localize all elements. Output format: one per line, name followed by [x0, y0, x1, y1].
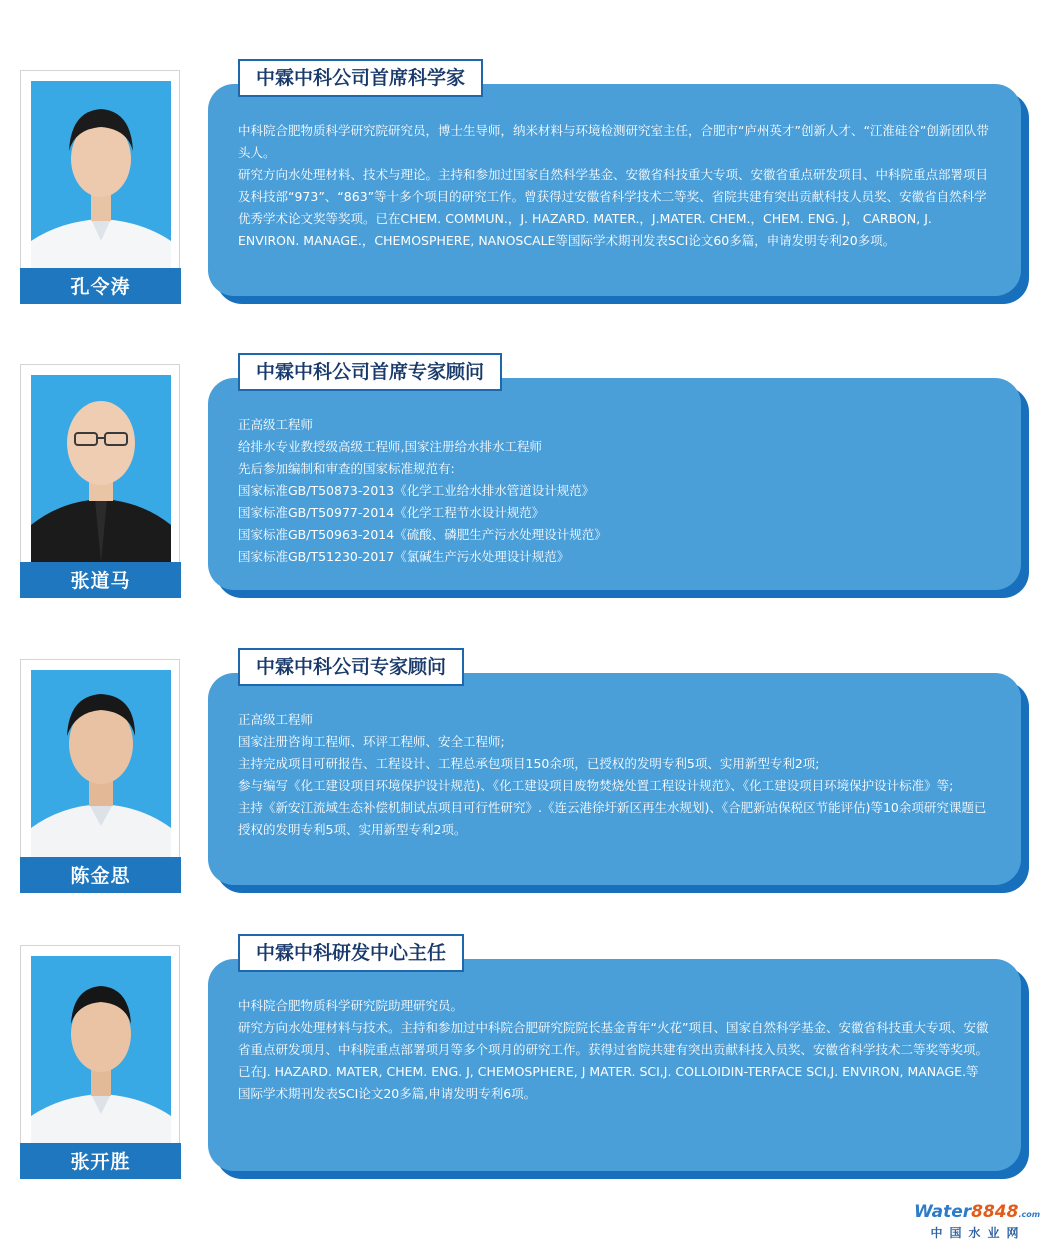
bio-paragraph: 研究方向水处理材料与技术。主持和参加过中科院合肥研究院院长基金青年“火花”项目、国家自然科学基金、安徽省科技重大专项、安徽省重点研发项月、中科院重点部署项月等多个项月的研究工作。获得过省院共建有突出贡献科技入员奖、安徽省科学技术二等奖等奖项。已在J. HAZARD. MATER, CHEM. ENG. J, CHEMOSPHERE, J MATER. SCI,J. COLLOIDIN-TERFACE SCI,J. ENVIRON, MANAGE.等国际学术期刊发表SCI论文20多篇,申请发明专利6项。 — [238, 1020, 989, 1101]
portrait-photo — [31, 81, 171, 269]
watermark-logo — [914, 1202, 1041, 1225]
bio-paragraph: 国家标准GB/T50977-2014《化学工程节水设计规范》 — [238, 505, 545, 520]
position-title: 中霖中科公司首席科学家 — [238, 59, 483, 97]
bio-paragraph: 中科院合肥物质科学研究院研究员，博士生导师，纳米材料与环境检测研究室主任，合肥市“庐州英才”创新人才、“江淮硅谷”创新团队带头人。 — [238, 123, 989, 160]
bio-paragraph: 国家标准GB/T50873-2013《化学工业给水排水管道设计规范》 — [238, 483, 595, 498]
bio-paragraph: 研究方向水处理材料、技术与理论。主持和参加过国家自然科学基金、安徽省科技重大专项、安徽省重点研发项目、中科院重点部署项目及科技部“973”、“863”等十多个项目的研究工作。曾获得过安徽省科学技术二等奖、省院共建有突出贡献科技人员奖、安徽省自然科学优秀学术论文奖等奖项。已在CHEM. COMMUN.，J. HAZARD. MATER.，J.MATER. CHEM.，CHEM. ENG. J， CARBON, J. ENVIRON. MANAGE.，CHEMOSPHERE, NANOSCALE等国际学术期刊发表SCI论文60多篇，申请发明专利20多项。 — [238, 167, 989, 248]
person-name: 张开胜 — [20, 1143, 181, 1179]
bio-card — [208, 84, 1021, 296]
person-name: 陈金思 — [20, 857, 181, 893]
portrait-photo — [31, 670, 171, 858]
watermark-logo-part2: 8848 — [971, 1202, 1019, 1222]
person-name: 孔令涛 — [20, 268, 181, 304]
position-title: 中霖中科公司专家顾问 — [238, 648, 464, 686]
bio-card — [208, 378, 1021, 590]
watermark-logo-part3: .com — [1018, 1210, 1041, 1219]
bio-card — [208, 673, 1021, 885]
bio-paragraph: 国家标准GB/T50963-2014《硫酸、磷肥生产污水处理设计规范》 — [238, 527, 607, 542]
bio-paragraph: 国家标准GB/T51230-2017《氯碱生产污水处理设计规范》 — [238, 549, 570, 564]
portrait-frame — [20, 659, 180, 893]
position-title: 中霖中科研发中心主任 — [238, 934, 464, 972]
person-name: 张道马 — [20, 562, 181, 598]
portrait-frame — [20, 945, 180, 1179]
watermark-subtitle: 中国水业网 — [930, 1226, 1026, 1240]
portrait-photo — [31, 375, 171, 563]
bio-paragraph: 国家注册咨询工程师、环评工程师、安全工程师; — [238, 734, 505, 749]
portrait-photo — [31, 956, 171, 1144]
bio-paragraph: 先后参加编制和审查的国家标准规范有: — [238, 461, 455, 476]
bio-paragraph: 主持《新安江流域生态补偿机制试点项目可行性研究》.《连云港徐圩新区再生水规划)、《合肥新站保税区节能评估)等10余项研究课题已授权的发明专利5项、实用新型专利2项。 — [238, 800, 987, 837]
position-title: 中霖中科公司首席专家顾问 — [238, 353, 502, 391]
bio-paragraph: 参与编写《化工建设项目环境保护设计规范)、《化工建设项目废物焚烧处置工程设计规范》、《化工建设项目环境保护设计标准》等; — [238, 778, 954, 793]
bio-card — [208, 959, 1021, 1171]
bio-paragraph: 主持完成项目可研报告、工程设计、工程总承包项目150余项，已授权的发明专利5项、实用新型专利2项; — [238, 756, 820, 771]
bio-paragraph: 正高级工程师 — [238, 417, 314, 432]
portrait-frame — [20, 70, 180, 304]
bio-paragraph: 正高级工程师 — [238, 712, 314, 727]
bio-paragraph: 中科院合肥物质科学研究院助理研究员。 — [238, 998, 464, 1013]
watermark-logo-part1: Water — [914, 1202, 972, 1222]
site-watermark — [914, 1202, 1041, 1240]
bio-paragraph: 给排水专业教授级高级工程师,国家注册给水排水工程师 — [238, 439, 542, 454]
portrait-frame — [20, 364, 180, 598]
